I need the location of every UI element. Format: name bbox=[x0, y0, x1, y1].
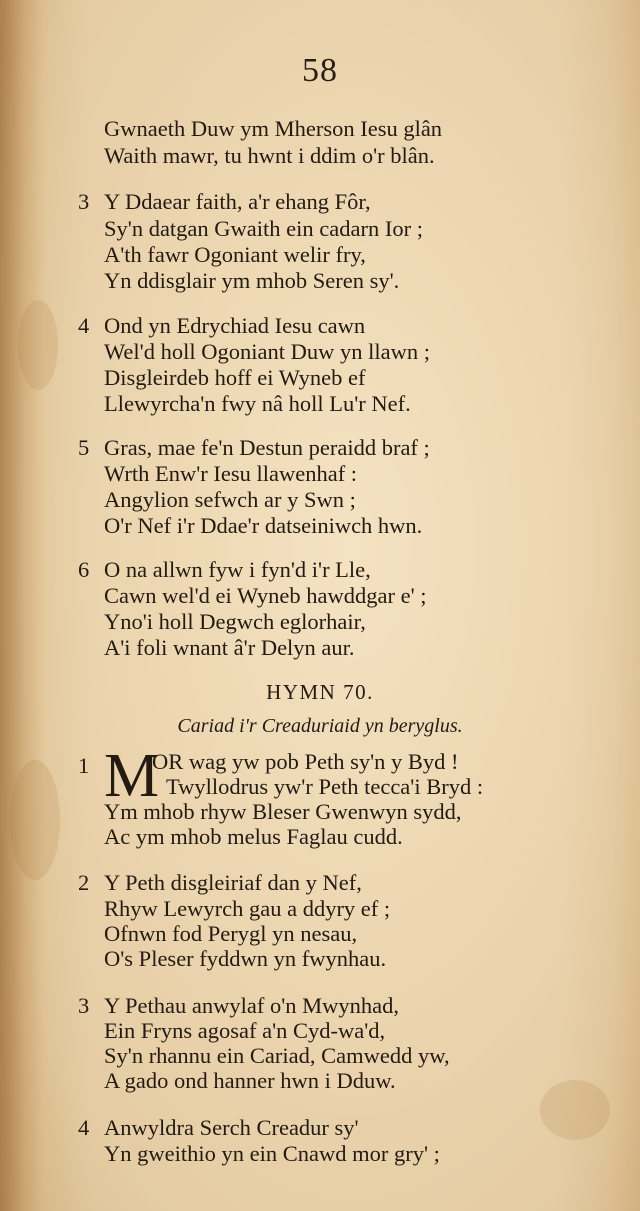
verse-line: Y Ddaear faith, a'r ehang Fôr, bbox=[104, 189, 371, 214]
verse-line: Sy'n rhannu ein Cariad, Camwedd yw, bbox=[104, 1043, 450, 1068]
verse-line: A gado ond hanner hwn i Dduw. bbox=[104, 1068, 396, 1093]
verse-line: A'th fawr Ogoniant welir fry, bbox=[104, 242, 366, 267]
verse-line: A'i foli wnant â'r Delyn aur. bbox=[104, 635, 355, 660]
verse-line: O na allwn fyw i fyn'd i'r Lle, bbox=[104, 557, 371, 582]
verse-number: 5 bbox=[78, 435, 90, 460]
verse-line: Yno'i holl Degwch eglorhair, bbox=[104, 609, 366, 634]
verse-line: OR wag yw pob Peth sy'n y Byd ! bbox=[152, 749, 459, 774]
verse-line: Waith mawr, tu hwnt i ddim o'r blân. bbox=[104, 143, 435, 168]
verse-line: Ein Fryns agosaf a'n Cyd-wa'd, bbox=[104, 1018, 386, 1043]
verse-line: Ofnwn fod Perygl yn nesau, bbox=[104, 921, 358, 946]
paper-stain bbox=[18, 300, 58, 390]
verse-line: Rhyw Lewyrch gau a ddyry ef ; bbox=[104, 896, 391, 921]
verse-line: Y Pethau anwylaf o'n Mwynhad, bbox=[104, 993, 400, 1018]
drop-cap: M bbox=[104, 742, 160, 810]
paper-stain bbox=[540, 1080, 610, 1140]
verse-line: Disgleirdeb hoff ei Wyneb ef bbox=[104, 365, 366, 390]
verse-number: 4 bbox=[78, 313, 90, 338]
verse-number: 3 bbox=[78, 993, 90, 1018]
hymn-subtitle: Cariad i'r Creaduriaid yn beryglus. bbox=[177, 715, 463, 737]
verse-line: O'r Nef i'r Ddae'r datseiniwch hwn. bbox=[104, 513, 423, 538]
verse-line: Ond yn Edrychiad Iesu cawn bbox=[104, 313, 366, 338]
verse-line: Yn gweithio yn ein Cnawd mor gry' ; bbox=[104, 1141, 440, 1166]
verse-line: Anwyldra Serch Creadur sy' bbox=[104, 1115, 359, 1140]
verse-line: Gras, mae fe'n Destun peraidd braf ; bbox=[104, 435, 430, 460]
verse-number: 1 bbox=[78, 753, 90, 778]
verse-number: 4 bbox=[78, 1115, 90, 1140]
verse-number: 2 bbox=[78, 870, 90, 895]
verse-line: Twyllodrus yw'r Peth tecca'i Bryd : bbox=[166, 774, 484, 799]
paper-stain bbox=[10, 760, 60, 880]
verse-line: Sy'n datgan Gwaith ein cadarn Ior ; bbox=[104, 216, 423, 241]
verse-line: Angylion sefwch ar y Swn ; bbox=[104, 487, 356, 512]
verse-number: 3 bbox=[78, 189, 90, 214]
verse-line: O's Pleser fyddwn yn fwynhau. bbox=[104, 946, 387, 971]
page-number: 58 bbox=[302, 52, 338, 89]
verse-line: Wrth Enw'r Iesu llawenhaf : bbox=[104, 461, 358, 486]
verse-line: Gwnaeth Duw ym Mherson Iesu glân bbox=[104, 116, 443, 141]
verse-line: Cawn wel'd ei Wyneb hawddgar e' ; bbox=[104, 583, 427, 608]
verse-line: Y Peth disgleiriaf dan y Nef, bbox=[104, 870, 362, 895]
verse-line: Yn ddisglair ym mhob Seren sy'. bbox=[104, 268, 400, 293]
verse-line: Ym mhob rhyw Bleser Gwenwyn sydd, bbox=[104, 799, 462, 824]
verse-line: Llewyrcha'n fwy nâ holl Lu'r Nef. bbox=[104, 391, 411, 416]
hymn-title: HYMN 70. bbox=[266, 680, 374, 704]
verse-number: 6 bbox=[78, 557, 90, 582]
page-edge-shading bbox=[0, 0, 46, 1211]
verse-line: Ac ym mhob melus Faglau cudd. bbox=[104, 824, 403, 849]
verse-line: Wel'd holl Ogoniant Duw yn llawn ; bbox=[104, 339, 430, 364]
